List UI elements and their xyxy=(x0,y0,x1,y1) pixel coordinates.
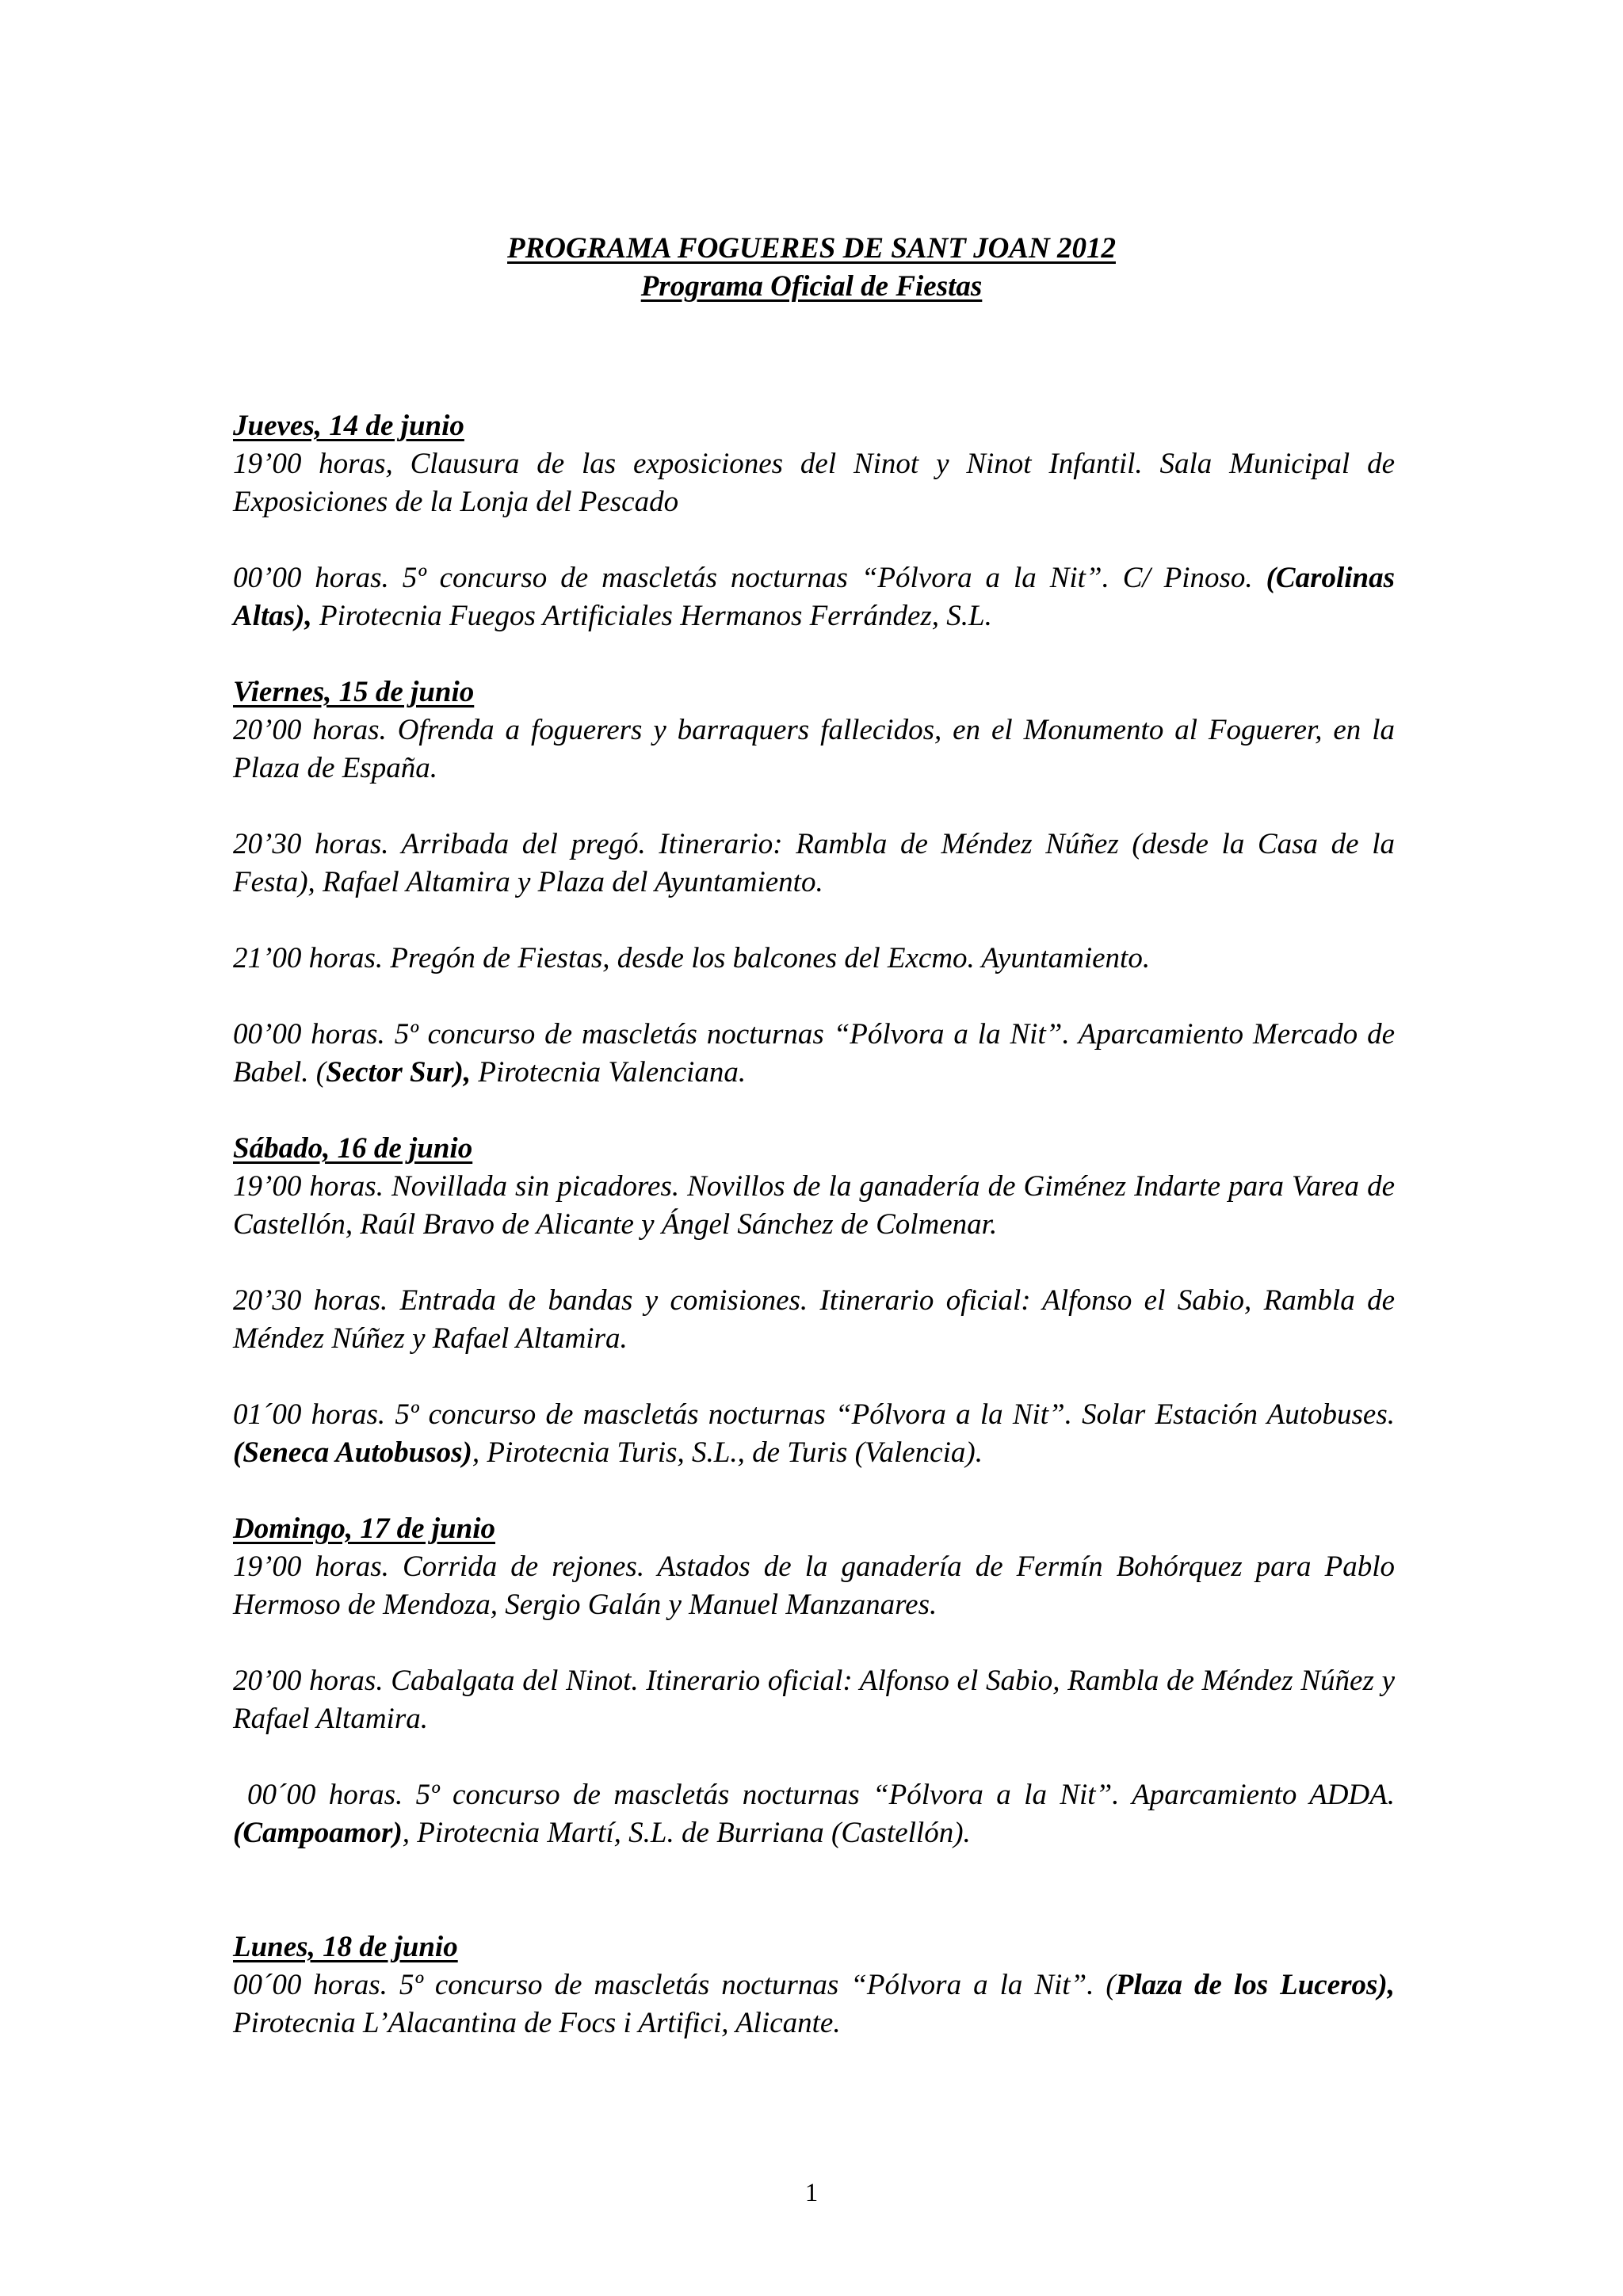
day-title: Domingo, 17 de junio xyxy=(233,1512,495,1545)
program-content xyxy=(233,407,1395,2042)
event-text: Pirotecnia Fuegos Artificiales Hermanos Ferrández, S.L. xyxy=(311,600,992,632)
day-title: Viernes, 15 de junio xyxy=(233,676,475,708)
event-location-bold: Plaza de los Luceros), xyxy=(1115,1969,1395,2001)
event-text: 20’00 horas. Ofrenda a foguerers y barraquers fallecidos, en el Monumento al Foguerer, en la Plaza de España. xyxy=(233,714,1395,784)
event-text: 20’00 horas. Cabalgata del Ninot. Itinerario oficial: Alfonso el Sabio, Rambla de Méndez Núñez y Rafael Altamira. xyxy=(233,1665,1395,1735)
event-paragraph xyxy=(233,1662,1395,1738)
event-location-bold: Sector Sur), xyxy=(326,1056,472,1089)
event-text: 00’00 horas. 5º concurso de mascletás nocturnas “Pólvora a la Nit”. Aparcamiento Mercado de Babel. ( xyxy=(233,1018,1395,1089)
event-text: 00´00 horas. 5º concurso de mascletás nocturnas “Pólvora a la Nit”. ( xyxy=(233,1969,1116,2001)
event-paragraph xyxy=(233,1016,1395,1092)
document-title: PROGRAMA FOGUERES DE SANT JOAN 2012 xyxy=(507,232,1116,265)
event-text: 00´00 horas. 5º concurso de mascletás nocturnas “Pólvora a la Nit”. Aparcamiento ADDA. xyxy=(247,1779,1395,1811)
document-subtitle: Programa Oficial de Fiestas xyxy=(640,270,983,303)
event-paragraph xyxy=(233,1548,1395,1624)
event-text: 20’30 horas. Entrada de bandas y comisiones. Itinerario oficial: Alfonso el Sabio, Rambla de Méndez Núñez y Rafael Altamira. xyxy=(233,1284,1395,1355)
event-paragraph xyxy=(233,445,1395,521)
event-text: 19’00 horas. Novillada sin picadores. Novillos de la ganadería de Giménez Indarte para Varea de Castellón, Raúl Bravo de Alicante y Ángel Sánchez de Colmenar. xyxy=(233,1170,1395,1241)
event-location-bold: (Carolinas Altas), xyxy=(233,562,1395,632)
event-text: 19’00 horas. Corrida de rejones. Astados de la ganadería de Fermín Bohórquez para Pablo Hermoso de Mendoza, Sergio Galán y Manuel Manzanares. xyxy=(233,1550,1395,1621)
day-section xyxy=(233,1510,1395,1852)
event-paragraph xyxy=(233,1282,1395,1358)
event-text: , Pirotecnia Martí, S.L. de Burriana (Castellón). xyxy=(402,1817,971,1849)
event-text: 01´00 horas. 5º concurso de mascletás nocturnas “Pólvora a la Nit”. Solar Estación Autobuses. xyxy=(233,1398,1395,1431)
event-text: 21’00 horas. Pregón de Fiestas, desde los balcones del Excmo. Ayuntamiento. xyxy=(233,942,1151,974)
event-location-bold: (Campoamor) xyxy=(233,1817,403,1849)
event-paragraph xyxy=(233,711,1395,788)
event-paragraph xyxy=(233,1396,1395,1472)
event-text: , Pirotecnia Turis, S.L., de Turis (Valencia). xyxy=(472,1436,983,1469)
event-location-bold: (Seneca Autobusos) xyxy=(233,1436,472,1469)
page-number: 1 xyxy=(804,2179,819,2207)
event-text: 00’00 horas. 5º concurso de mascletás nocturnas “Pólvora a la Nit”. C/ Pinoso. xyxy=(233,562,1266,594)
day-title: Jueves, 14 de junio xyxy=(233,410,464,442)
event-text: 20’30 horas. Arribada del pregó. Itinerario: Rambla de Méndez Núñez (desde la Casa de la Festa), Rafael Altamira y Plaza del Ayuntamiento. xyxy=(233,828,1395,898)
day-section xyxy=(233,407,1395,635)
event-paragraph xyxy=(233,1776,1395,1852)
event-paragraph xyxy=(233,1168,1395,1244)
event-text: Pirotecnia Valenciana. xyxy=(471,1056,747,1089)
event-paragraph xyxy=(233,940,1395,978)
event-paragraph xyxy=(233,559,1395,635)
day-title: Sábado, 16 de junio xyxy=(233,1132,473,1165)
event-paragraph xyxy=(233,1966,1395,2042)
day-title: Lunes, 18 de junio xyxy=(233,1931,458,1963)
event-text: 19’00 horas, Clausura de las exposiciones del Ninot y Ninot Infantil. Sala Municipal de Exposiciones de la Lonja del Pescado xyxy=(233,448,1395,518)
day-section xyxy=(233,1130,1395,1472)
event-paragraph xyxy=(233,826,1395,902)
day-section xyxy=(233,1928,1395,2042)
document-header xyxy=(0,230,1623,306)
event-text: Pirotecnia L’Alacantina de Focs i Artifici, Alicante. xyxy=(233,2007,841,2039)
day-section xyxy=(233,673,1395,1092)
